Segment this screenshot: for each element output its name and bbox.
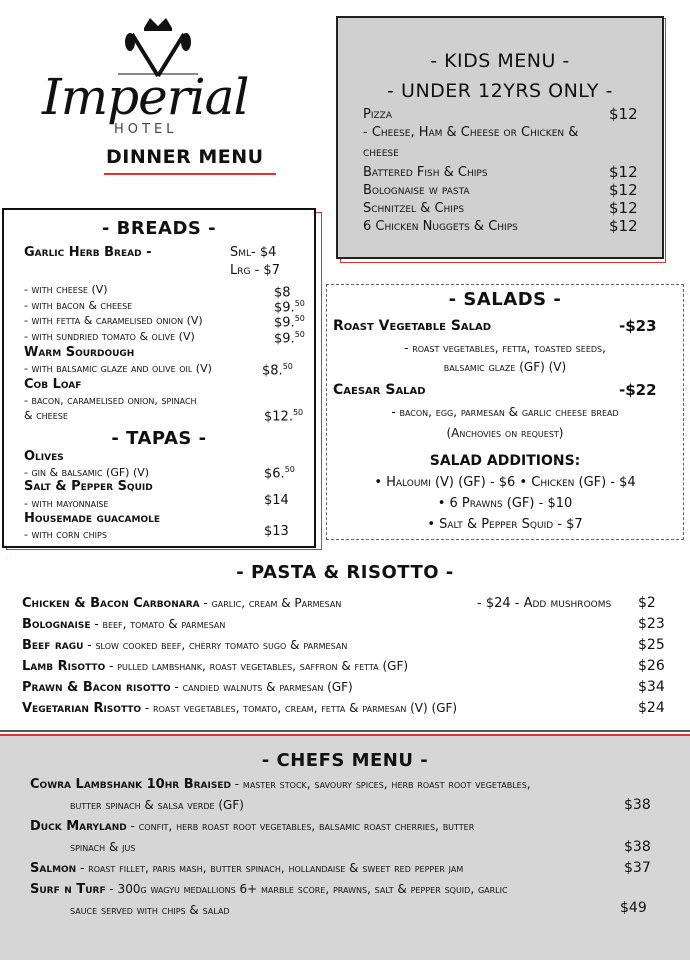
- roast-salad-desc: - roast vegetables, fetta, toasted seeds,: [404, 341, 606, 355]
- sourdough-price: $8.50: [262, 362, 293, 379]
- pasta-title: - PASTA & RISOTTO -: [236, 562, 454, 583]
- garlic-bread-small-price: Sml- $4: [230, 245, 277, 260]
- bread-option-price: $9.50: [274, 330, 305, 347]
- guac-desc: - with corn chips: [24, 528, 107, 541]
- kids-item-name: Pizza: [363, 107, 392, 122]
- chefs-item-price: $49: [620, 900, 647, 916]
- chefs-divider: [0, 730, 690, 732]
- bread-option: - with bacon & cheese: [24, 299, 133, 312]
- kids-item-name: Bolognaise w pasta: [363, 183, 470, 198]
- roast-salad-desc: balsamic glaze (GF) (V): [443, 360, 567, 374]
- kids-item-price: $12: [609, 217, 638, 235]
- sourdough-name: Warm Sourdough: [24, 345, 135, 360]
- caesar-salad-name: Caesar Salad: [333, 382, 426, 398]
- logo-subtitle: HOTEL: [114, 122, 178, 137]
- pasta-item: Prawn & Bacon risotto - candied walnuts & parmesan (GF): [22, 680, 353, 695]
- caesar-salad-price: -$22: [619, 381, 657, 399]
- pasta-item-price: $24: [638, 700, 665, 716]
- pasta-item: Vegetarian Risotto - roast vegetables, tomato, cream, fetta & parmesan (V) (GF): [22, 701, 458, 716]
- salads-title: - SALADS -: [448, 289, 562, 310]
- salad-addition: • 6 Prawns (GF) - $10: [437, 496, 573, 511]
- guac-name: Housemade guacamole: [24, 511, 160, 526]
- garlic-bread-name: Garlic Herb Bread -: [24, 245, 152, 260]
- chefs-menu-box: [0, 734, 690, 960]
- sourdough-desc: - with balsamic glaze and olive oil (V): [24, 362, 212, 375]
- chefs-item: Duck Maryland - confit, herb roast root vegetables, balsamic roast cherries, butter: [30, 819, 475, 834]
- roast-salad-name: Roast Vegetable Salad: [333, 318, 492, 334]
- bread-option: - with cheese (V): [24, 283, 108, 296]
- menu-title: DINNER MENU: [106, 146, 264, 168]
- title-underline: [104, 173, 276, 175]
- salad-additions-title: SALAD ADDITIONS:: [429, 453, 581, 469]
- caesar-salad-desc: - bacon, egg, parmesan & garlic cheese bread: [391, 405, 619, 419]
- breads-tapas-box: [2, 208, 316, 548]
- kids-item-price: $12: [609, 163, 638, 181]
- squid-desc: - with mayonnaise: [24, 497, 109, 510]
- salads-box: [326, 284, 684, 540]
- kids-item-price: $12: [609, 199, 638, 217]
- pasta-item-price: $34: [638, 679, 665, 695]
- olives-desc: - gin & balsamic (GF) (V): [24, 466, 150, 479]
- cob-loaf-name: Cob Loaf: [24, 377, 82, 392]
- garlic-bread-large-price: Lrg - $7: [230, 263, 280, 278]
- squid-name: Salt & Pepper Squid: [24, 479, 153, 494]
- olives-name: Olives: [24, 449, 64, 464]
- bread-option-price: $9.50: [274, 299, 305, 316]
- pasta-item: Bolognaise - beef, tomato & parmesan: [22, 617, 226, 632]
- kids-item-name: Schnitzel & Chips: [363, 201, 465, 216]
- chefs-item-price: $38: [624, 839, 651, 855]
- squid-price: $14: [264, 493, 289, 508]
- pasta-item-extra: - $24 - Add mushrooms: [477, 596, 612, 611]
- pasta-item: Chicken & Bacon Carbonara - garlic, cream & Parmesan: [22, 596, 342, 611]
- breads-title: - BREADS -: [101, 218, 217, 239]
- salad-addition: • Salt & Pepper Squid - $7: [427, 517, 583, 532]
- pasta-item-price: $2: [638, 595, 656, 611]
- chefs-item: Salmon - roast fillet, paris mash, butter spinach, hollandaise & sweet red pepper jam: [30, 861, 464, 876]
- olives-price: $6.50: [264, 465, 295, 482]
- cob-loaf-price: $12.50: [264, 408, 304, 425]
- logo-name: Imperial: [42, 68, 249, 126]
- pasta-item: Lamb Risotto - pulled lambshank, roast vegetables, saffron & fetta (GF): [22, 659, 409, 674]
- salad-addition: • Haloumi (V) (GF) - $6 • Chicken (GF) - $4: [374, 475, 636, 490]
- cob-loaf-desc: & cheese: [24, 409, 68, 422]
- chefs-item: Cowra Lambshank 10hr Braised - master stock, savoury spices, herb roast root vegetables,: [30, 777, 531, 792]
- caesar-salad-desc: (Anchovies on request): [446, 426, 564, 440]
- chefs-title: - CHEFS MENU -: [261, 750, 429, 771]
- roast-salad-price: -$23: [619, 317, 657, 335]
- chefs-item-desc: butter spinach & salsa verde (GF): [70, 798, 244, 812]
- tapas-title: - TAPAS -: [111, 428, 207, 449]
- guac-price: $13: [264, 524, 289, 539]
- kids-item-name: Battered Fish & Chips: [363, 165, 488, 180]
- chefs-item-price: $37: [624, 860, 651, 876]
- bread-option-price: $9.50: [274, 314, 305, 331]
- kids-title: - KIDS MENU -: [430, 50, 570, 72]
- kids-item-name: cheese: [363, 145, 399, 160]
- kids-item-name: - Cheese, Ham & Cheese or Chicken &: [363, 125, 579, 140]
- pasta-item: Beef ragu - slow cooked beef, cherry tomato sugo & parmesan: [22, 638, 348, 653]
- bread-option-price: $8: [274, 285, 291, 301]
- pasta-item-price: $26: [638, 658, 665, 674]
- cob-loaf-desc: - bacon, caramelised onion, spinach: [24, 394, 197, 407]
- hotel-logo: [30, 10, 290, 180]
- bread-option: - with fetta & caramelised onion (V): [24, 314, 203, 327]
- pasta-item-price: $23: [638, 616, 665, 632]
- bread-option: - with sundried tomato & olive (V): [24, 330, 195, 343]
- kids-subtitle: - UNDER 12YRS ONLY -: [387, 80, 613, 102]
- chefs-item: Surf n Turf - 300g wagyu medallions 6+ marble score, prawns, salt & pepper squid, garlic: [30, 882, 508, 897]
- pasta-item-price: $25: [638, 637, 665, 653]
- chefs-item-desc: sauce served with chips & salad: [70, 903, 230, 917]
- kids-menu-box: [336, 16, 664, 259]
- kids-item-price: $12: [609, 105, 638, 123]
- chefs-item-price: $38: [624, 797, 651, 813]
- kids-item-price: $12: [609, 181, 638, 199]
- chefs-item-desc: spinach & jus: [70, 840, 136, 854]
- kids-item-name: 6 Chicken Nuggets & Chips: [363, 219, 518, 234]
